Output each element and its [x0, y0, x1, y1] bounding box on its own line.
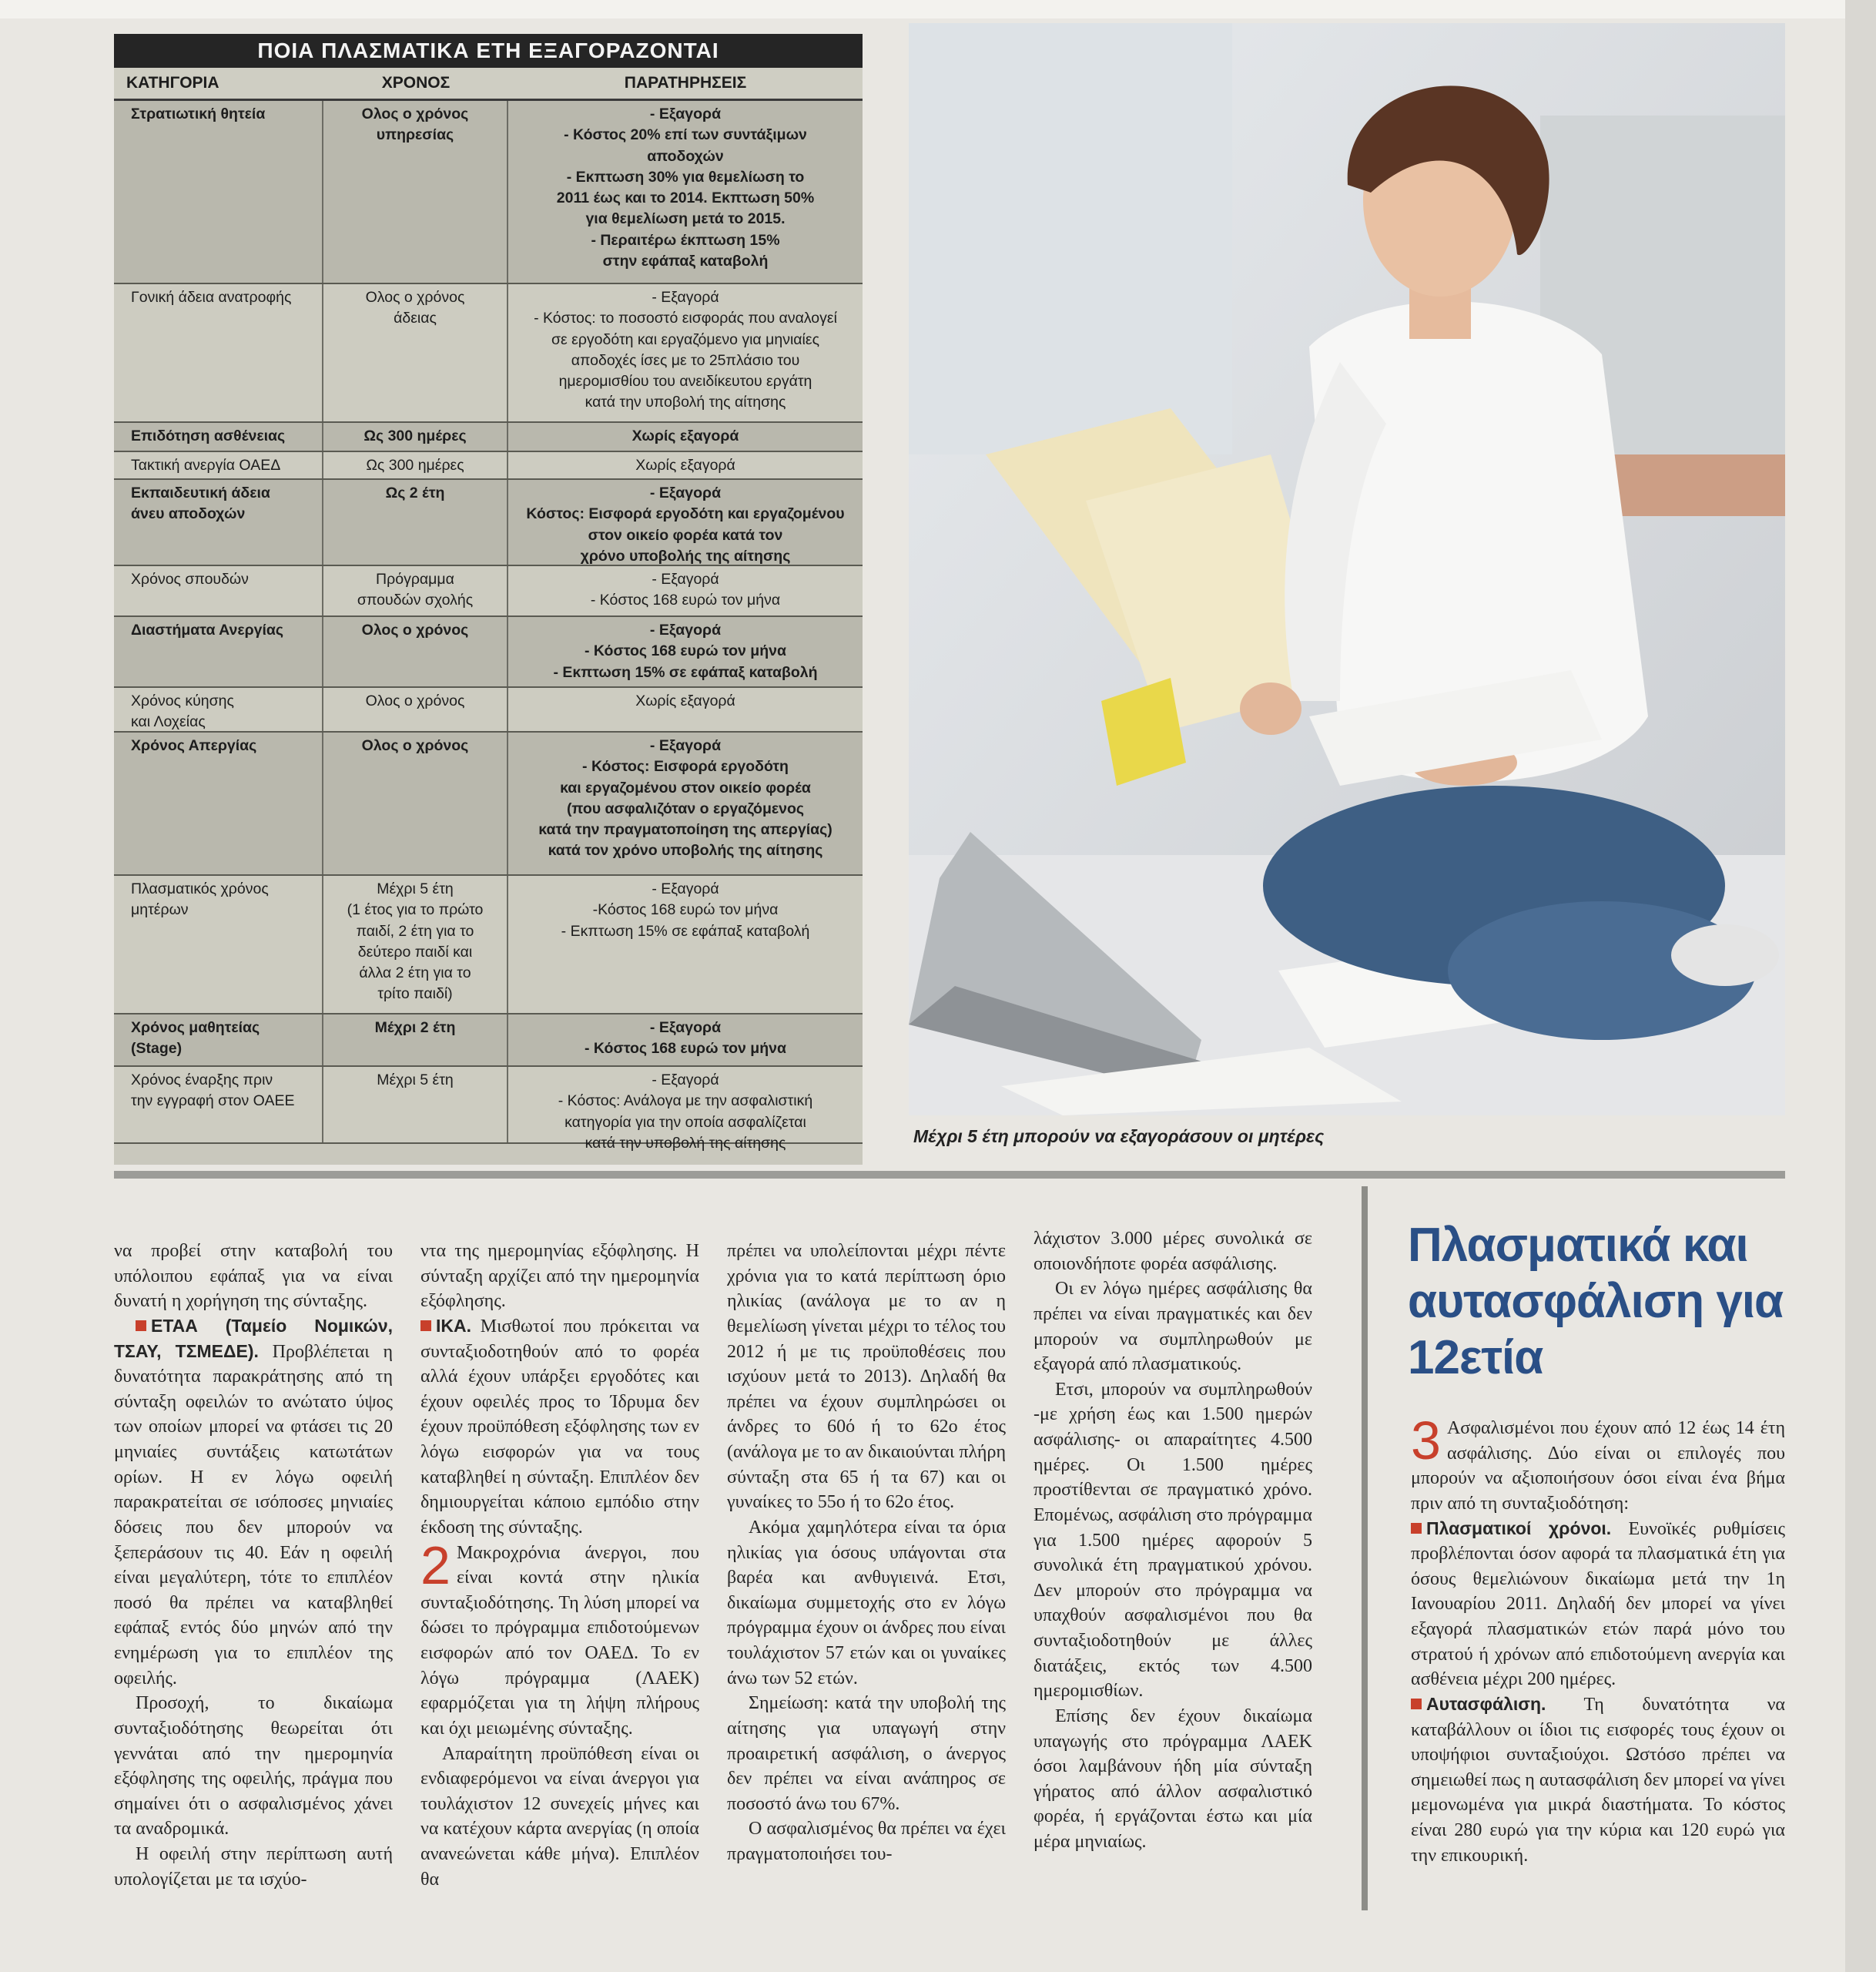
cell-category — [114, 101, 323, 283]
cell-line: Κόστος: Εισφορά εργοδότη και εργαζομένου — [526, 505, 845, 523]
cell-line: κατά την πραγματοποίηση της απεργίας) — [538, 821, 832, 839]
table-row — [114, 1015, 863, 1067]
subhead-etaa: ΕΤΑΑ (Ταμείο Νομικών, ΤΣΑΥ, ΤΣΜΕΔΕ). — [114, 1315, 393, 1361]
cell-time — [323, 423, 508, 451]
cell-line: 2011 έως και το 2014. Εκπτωση 50% — [556, 189, 815, 207]
subhead-ika: ΙΚΑ. — [436, 1315, 471, 1336]
cell-line: μητέρων — [131, 901, 189, 919]
cell-time — [323, 101, 508, 283]
cell-line: - Εξαγορά — [649, 622, 722, 639]
paragraph: Οι εν λόγω ημέρες ασφάλισης θα πρέπει να είναι πραγματικές και δεν μπορούν να συμπληρωθούν με εξαγορά από πλασματικούς. — [1033, 1279, 1312, 1375]
cell-line: τρίτο παιδί) — [377, 985, 453, 1003]
column-divider — [1362, 1186, 1368, 1910]
cell-notes — [508, 617, 863, 686]
paragraph — [420, 1534, 699, 1742]
section-number: 2 — [420, 1534, 451, 1595]
header-category: ΚΑΤΗΓΟΡΙΑ — [126, 74, 219, 92]
cell-line: υπηρεσίας — [376, 126, 454, 144]
section-divider — [114, 1171, 1785, 1179]
cell-line: Χρόνος Απεργίας — [131, 737, 257, 754]
photo-illustration — [909, 23, 1785, 1115]
cell-line: σπουδών σχολής — [357, 592, 474, 609]
cell-line: Ως 300 ημέρες — [366, 457, 464, 474]
cell-category — [114, 1067, 323, 1142]
cell-line: Διαστήματα Ανεργίας — [131, 622, 284, 639]
sidebar-headline: Πλασματικά και αυτασφάλιση για 12ετία — [1408, 1219, 1784, 1385]
cell-line: Ολος ο χρόνος — [365, 289, 465, 306]
cell-line: χρόνο υποβολής της αίτησης — [580, 547, 791, 565]
cell-line: Ολος ο χρόνος — [361, 622, 469, 639]
paragraph — [1411, 1517, 1785, 1692]
cell-notes — [508, 876, 863, 1013]
cell-line: - Κόστος: Ανάλογα με την ασφαλιστική — [558, 1092, 813, 1110]
cell-line: Μέχρι 5 έτη — [377, 1072, 454, 1088]
cell-time — [323, 733, 508, 874]
cell-line: Χωρίς εξαγορά — [631, 428, 739, 444]
cell-line: Πλασματικός χρόνος — [131, 880, 269, 897]
table-row — [114, 1067, 863, 1152]
cell-line: ημερομισθίου του ανειδίκευτου εργάτη — [558, 373, 812, 391]
paragraph-text: Μακροχρόνια άνεργοι, που είναι κοντά στην ηλικία συνταξιοδότησης. Τη λύση μπορεί να δώσει το πρόγραμμα επιδοτούμενων εισφορών από τον ΟΑΕΔ. Το εν λόγω πρόγραμμα (ΛΑΕΚ) εφαρμόζεται για τη λήψη πλήρους και όχι μειωμένης σύνταξης. — [420, 1542, 699, 1739]
paragraph-text: Ευνοϊκές ρυθμίσεις προβλέπονται όσον αφορά τα πλασματικά έτη για όσους θεμελιώνουν δικαίωμα μετά την 1η Ιανουαρίου 2011. Δηλαδή δεν μπορεί να γίνει εξαγορά πλασματικών ετών παρά μόνο του στρατού ή χρόνων από επιδοτούμενη ανεργία και ασθένεια μέχρι 200 ημέρες. — [1411, 1518, 1786, 1690]
cell-category — [114, 876, 323, 1013]
table-row — [114, 876, 863, 1015]
cell-notes — [508, 1067, 863, 1152]
cell-line: - Εξαγορά — [652, 289, 719, 306]
cell-line: - Εξαγορά — [649, 737, 722, 754]
paragraph — [1411, 1410, 1785, 1517]
cell-line: στην εφάπαξ καταβολή — [602, 253, 769, 270]
paragraph-text: Τη δυνατότητα να καταβάλλουν οι ίδιοι τις εισφορές τους έχουν οι υποψήφιοι συνταξιούχοι. Ωστόσο πρέπει να σημειωθεί πως η αυτασφάλιση δεν μπορεί να γίνει μεμονωμένα για μικρά διαστήματα. Το κόστος είναι 280 ευρώ για την κύρια και 120 ευρώ για την επικουρική. — [1411, 1694, 1785, 1866]
table-body — [114, 101, 863, 1152]
cell-time — [323, 452, 508, 478]
cell-line: - Κόστος 20% επί των συντάξιμων — [564, 126, 807, 144]
cell-category — [114, 1015, 323, 1065]
sidebar-column — [1411, 1410, 1786, 1868]
cell-notes — [508, 733, 863, 874]
cell-line: για θεμελίωση μετά το 2015. — [585, 210, 786, 228]
cell-line: Χρόνος σπουδών — [131, 571, 249, 588]
cell-line: κατά τον χρόνο υποβολής της αίτησης — [548, 842, 823, 860]
photo-woman-with-documents — [909, 23, 1785, 1115]
cell-line: Μέχρι 5 έτη — [377, 880, 454, 897]
cell-line: Ολος ο χρόνος — [365, 693, 465, 709]
cell-line: (που ασφαλιζόταν ο εργαζόμενος — [566, 800, 805, 817]
cell-line: Επιδότηση ασθένειας — [131, 428, 286, 444]
table-row — [114, 423, 863, 452]
cell-line: παιδί, 2 έτη για το — [356, 922, 474, 940]
cell-line: Πρόγραμμα — [376, 571, 454, 588]
paragraph-text: Προβλέπεται η δυνατότητα παρακράτησης από τη σύνταξη οφειλών το ανώτατο ύψος των οποίων μπορεί να φτάσει τις 20 μηνιαίες συντάξεις κατωτάτων ορίων. Η εν λόγω οφειλή παρακρατείται σε ισόποσες μηνιαίες δόσεις που δεν μπορούν να ξεπεράσουν τις 40. Εάν η οφειλή είναι μεγαλύτερη, τότε το επιπλέον ποσό θα πρέπει να καταβληθεί εφάπαξ εντός δύο μηνών από την ενημέρωση για το επιπλέον της οφειλής. — [114, 1341, 394, 1689]
cell-line: - Περαιτέρω έκπτωση 15% — [591, 231, 780, 249]
table-row — [114, 617, 863, 688]
cell-line: στον οικείο φορέα κατά τον — [588, 526, 783, 544]
table-row — [114, 452, 863, 480]
paragraph: Ακόμα χαμηλότερα είναι τα όρια ηλικίας για όσους υπάγονται στα βαρέα και ανθυγιεινά. Ετσι, δικαίωμα συμμετοχής στο εν λόγω πρόγραμμα έχουν οι άνδρες που είναι τουλάχιστον 57 ετών και οι γυναίκες άνω των 52 ετών. — [727, 1517, 1006, 1689]
cell-line: δεύτερο παιδί και — [357, 943, 473, 961]
cell-line: Χρόνος κύησης — [131, 693, 234, 709]
paragraph: Προσοχή, το δικαίωμα συνταξιοδότησης θεωρείται ότι γεννάται από την ημερομηνία εξόφλησης της οφειλής, πράγμα που σημαίνει ότι ο ασφαλισμένος χάνει τα αναδρομικά. — [114, 1693, 393, 1840]
cell-line: Χωρίς εξαγορά — [635, 457, 735, 474]
paragraph: Ο ασφαλισμένος θα πρέπει να έχει πραγματοποιήσει του- — [727, 1819, 1006, 1864]
paper-edge — [0, 0, 1876, 18]
fictitious-years-table — [114, 34, 863, 1165]
cell-line: - Κόστος 168 ευρώ τον μήνα — [585, 1040, 786, 1058]
section-number: 3 — [1411, 1410, 1441, 1471]
cell-line: - Εξαγορά — [652, 571, 719, 588]
cell-line: άλλα 2 έτη για το — [359, 964, 471, 982]
cell-notes — [508, 101, 863, 283]
paragraph-text: Ασφαλισμένοι που έχουν από 12 έως 14 έτη ασφάλισης. Δύο είναι οι επιλογές που μπορούν να αξιοποιήσουν όσοι είναι ένα βήμα πριν από τη συνταξιοδότηση: — [1411, 1418, 1785, 1514]
cell-line: Χρόνος μαθητείας — [131, 1019, 260, 1036]
cell-line: - Εκπτωση 15% σε εφάπαξ καταβολή — [561, 922, 810, 940]
cell-line: - Εκπτωση 30% για θεμελίωση το — [566, 168, 805, 186]
cell-time — [323, 480, 508, 565]
cell-time — [323, 876, 508, 1013]
cell-line: - Κόστος: Εισφορά εργοδότη — [582, 758, 789, 776]
cell-line: αποδοχές ίσες με το 25πλάσιο του — [571, 351, 800, 369]
cell-line: - Εξαγορά — [649, 485, 722, 501]
cell-time — [323, 1067, 508, 1142]
cell-time — [323, 1015, 508, 1065]
cell-category — [114, 284, 323, 421]
bullet-square-icon — [1411, 1699, 1422, 1709]
table-header-row — [114, 68, 863, 101]
cell-line: - Εξαγορά — [652, 880, 719, 897]
table-row — [114, 101, 863, 284]
sidebar-body — [1411, 1410, 1786, 1868]
paragraph: Η οφειλή στην περίπτωση αυτή υπολογίζεται με τα ισχύο- — [114, 1844, 393, 1890]
cell-line: - Εκπτωση 15% σε εφάπαξ καταβολή — [553, 663, 818, 681]
article-column-2 — [420, 1239, 699, 1892]
table-row — [114, 284, 863, 423]
cell-category — [114, 423, 323, 451]
cell-category — [114, 733, 323, 874]
paragraph: ντα της ημερομηνίας εξόφλησης. Η σύνταξη αρχίζει από την ημερομηνία εξόφλησης. — [420, 1241, 699, 1312]
cell-time — [323, 617, 508, 686]
cell-line: αποδοχών — [647, 147, 724, 165]
cell-line: Ολος ο χρόνος — [361, 106, 469, 122]
cell-notes — [508, 566, 863, 615]
cell-line: -Κόστος 168 ευρώ τον μήνα — [592, 901, 779, 919]
cell-line: Χρόνος έναρξης πριν — [131, 1072, 273, 1088]
cell-line: άνευ αποδοχών — [131, 505, 246, 523]
paragraph: Ετσι, μπορούν να συμπληρωθούν -με χρήση έως και 1.500 ημερών ασφάλισης- οι απαραίτητες 4.500 ημέρες. Οι 1.500 ημέρες προστίθενται σε πραγματικό χρόνο. Επομένως, ασφάλιση στο πρόγραμμα για 1.500 ημέρες αφορούν 5 συνολικά έτη πραγματικού χρόνου. Δεν μπορούν στο πρόγραμμα να υπαχθούν ασφαλισμένοι που θα συνταξιοδοτηθούν με άλλες διατάξεις, εκτός των 4.500 ημερομισθίων. — [1033, 1379, 1312, 1702]
table-title: ΠΟΙΑ ΠΛΑΣΜΑΤΙΚΑ ΕΤΗ ΕΞΑΓΟΡΑΖΟΝΤΑΙ — [114, 34, 863, 68]
cell-line: κατά την υποβολή της αίτησης — [585, 394, 786, 411]
cell-line: κατά την υποβολή της αίτησης — [585, 1134, 786, 1152]
cell-category — [114, 566, 323, 615]
cell-line: Τακτική ανεργία ΟΑΕΔ — [131, 457, 281, 474]
cell-category — [114, 480, 323, 565]
article-column-1 — [114, 1239, 393, 1892]
cell-notes — [508, 423, 863, 451]
cell-time — [323, 566, 508, 615]
paragraph: να προβεί στην καταβολή του υπόλοιπου εφάπαξ για να είναι δυνατή η χορήγηση της σύνταξης. — [114, 1241, 393, 1312]
subhead-self-insurance: Αυτασφάλιση. — [1426, 1693, 1546, 1714]
paragraph — [1411, 1692, 1785, 1868]
paragraph: πρέπει να υπολείπονται μέχρι πέντε χρόνια για το κατά περίπτωση όριο ηλικίας (ανάλογα με το αν η θεμελίωση γίνεται μέχρι το τέλος του 2012 ή με τις προϋποθέσεις που ισχύουν μετά το 2013). Δηλαδή θα πρέπει να έχουν συμπληρώσει οι άνδρες το 60ό ή το 62ο έτος (ανάλογα με το αν δικαιούνται πλήρη σύνταξη στα 65 ή τα 67) και οι γυναίκες το 55ο ή το 62ο έτος. — [727, 1241, 1006, 1513]
table-row — [114, 480, 863, 566]
paragraph: Απαραίτητη προϋπόθεση είναι οι ενδιαφερόμενοι να είναι άνεργοι για τουλάχιστον 12 συνεχείς μήνες και να κατέχουν κάρτα ανεργίας (η οποία ανανεώνεται κάθε μήνα). Επιπλέον θα — [420, 1743, 699, 1890]
cell-line: και Λοχείας — [131, 713, 206, 731]
table-row — [114, 688, 863, 733]
cell-line: Γονική άδεια ανατροφής — [131, 289, 292, 306]
cell-notes — [508, 284, 863, 421]
cell-notes — [508, 452, 863, 478]
cell-line: Χωρίς εξαγορά — [635, 693, 735, 709]
cell-line: - Κόστος: το ποσοστό εισφοράς που αναλογεί — [534, 310, 837, 327]
paper-edge-right — [1845, 0, 1876, 1972]
header-time: ΧΡΟΝΟΣ — [381, 74, 451, 92]
article-column-3 — [727, 1239, 1006, 1867]
cell-notes — [508, 688, 863, 731]
cell-line: - Εξαγορά — [649, 1019, 722, 1036]
subhead-fictitious-years: Πλασματικοί χρόνοι. — [1426, 1518, 1612, 1538]
cell-notes — [508, 1015, 863, 1065]
cell-time — [323, 284, 508, 421]
bullet-square-icon — [1411, 1523, 1422, 1534]
cell-line: και εργαζομένου στον οικείο φορέα — [560, 779, 811, 797]
cell-category — [114, 452, 323, 478]
paragraph — [114, 1314, 393, 1691]
cell-line: την εγγραφή στον ΟΑΕΕ — [131, 1092, 295, 1110]
cell-line: - Εξαγορά — [649, 106, 722, 122]
paragraph-text: Μισθωτοί που πρόκειται να συνταξιοδοτηθούν από το φορέα αλλά έχουν υπάρξει εργοδότες και έχουν οφειλές προς το Ίδρυμα δεν έχουν προϋπόθεση εξόφλησης των εν λόγω εισφορών για να τους καταβληθεί η σύνταξη. Επιπλέον δεν δημιουργείται κάποιο εμπόδιο στην έκδοση της σύνταξης. — [420, 1316, 699, 1538]
table-row — [114, 566, 863, 617]
paragraph — [420, 1314, 699, 1541]
cell-line: - Κόστος 168 ευρώ τον μήνα — [585, 642, 786, 660]
cell-notes — [508, 480, 863, 565]
cell-line: κατηγορία για την οποία ασφαλίζεται — [564, 1113, 806, 1131]
cell-line: Ως 300 ημέρες — [363, 428, 467, 444]
cell-line: Στρατιωτική θητεία — [131, 106, 266, 122]
article-column-4 — [1033, 1226, 1312, 1855]
cell-line: άδειας — [394, 310, 437, 327]
bullet-square-icon — [420, 1320, 431, 1331]
cell-category — [114, 617, 323, 686]
cell-time — [323, 688, 508, 731]
table-row — [114, 733, 863, 876]
paragraph: Επίσης δεν έχουν δικαίωμα υπαγωγής στο πρόγραμμα ΛΑΕΚ όσοι λαμβάνουν ήδη μία σύνταξη γήρατος από άλλον ασφαλιστικό φορέα, ή εργάζονται έστω και μία μέρα μηνιαίως. — [1033, 1705, 1312, 1852]
header-notes: ΠΑΡΑΤΗΡΗΣΕΙΣ — [624, 74, 747, 92]
cell-line: - Εξαγορά — [652, 1072, 719, 1088]
cell-line: Ολος ο χρόνος — [361, 737, 469, 754]
bullet-square-icon — [136, 1320, 146, 1331]
cell-line: Εκπαιδευτική άδεια — [131, 485, 270, 501]
paragraph: Σημείωση: κατά την υποβολή της αίτησης για υπαγωγή στην προαιρετική ασφάλιση, ο άνεργος δεν πρέπει να είναι ανάπηρος σε ποσοστό άνω του 67%. — [727, 1693, 1006, 1814]
cell-line: Ως 2 έτη — [385, 485, 445, 501]
photo-caption: Μέχρι 5 έτη μπορούν να εξαγοράσουν οι μητέρες — [913, 1126, 1325, 1146]
cell-line: - Κόστος 168 ευρώ τον μήνα — [590, 592, 781, 609]
cell-line: σε εργοδότη και εργαζόμενο για μηνιαίες — [551, 330, 819, 348]
cell-line: Μέχρι 2 έτη — [374, 1019, 456, 1036]
cell-line: (1 έτος για το πρώτο — [347, 901, 484, 919]
paragraph: λάχιστον 3.000 μέρες συνολικά σε οποιονδήποτε φορέα ασφάλισης. — [1033, 1229, 1312, 1274]
cell-category — [114, 688, 323, 731]
cell-line: (Stage) — [131, 1040, 183, 1058]
